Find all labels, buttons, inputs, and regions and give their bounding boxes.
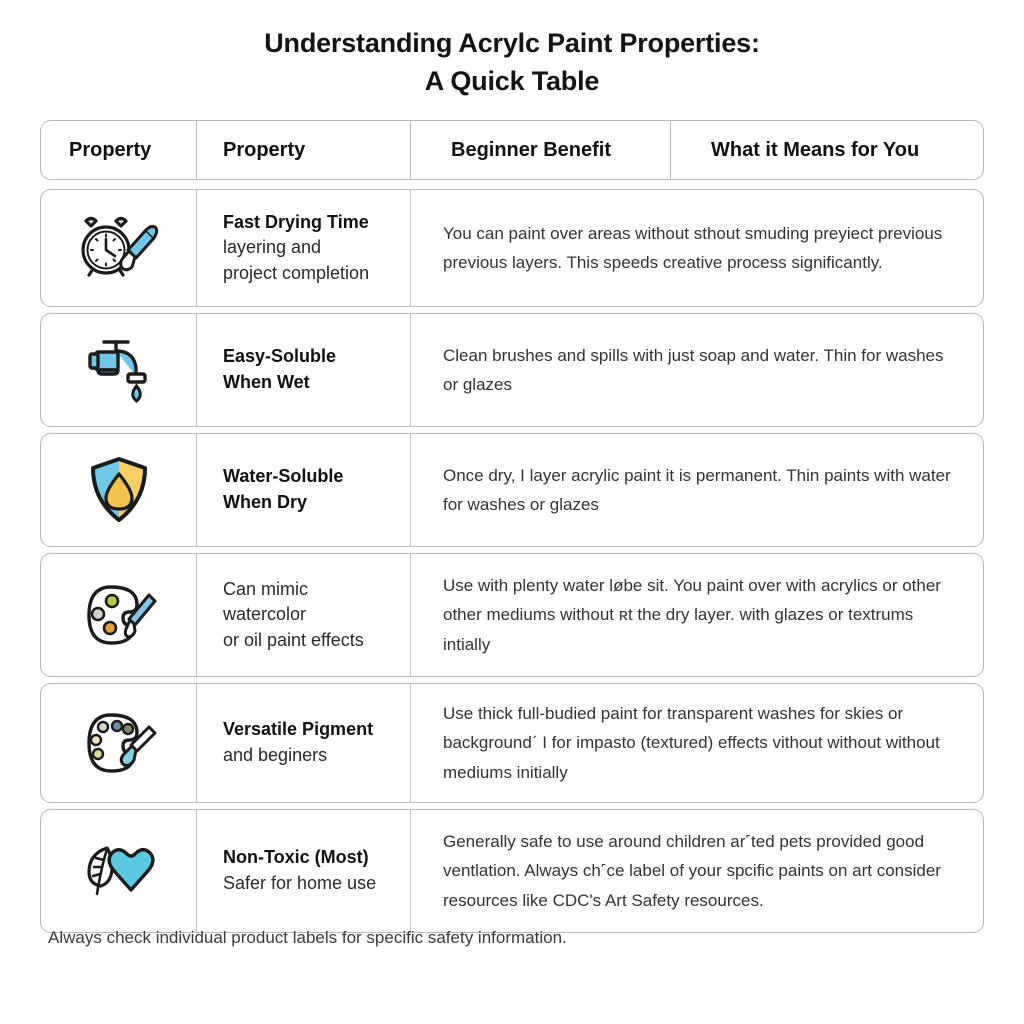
header-cell-beginner-benefit — [411, 121, 671, 179]
row-icon-cell — [41, 684, 197, 802]
row-description-cell — [411, 554, 983, 676]
row-description-cell — [411, 190, 983, 306]
table-row — [40, 189, 984, 307]
row-property-title: Easy-Soluble When Wet — [223, 346, 337, 392]
row-property-cell — [197, 434, 411, 546]
title-line-2: A Quick Table — [424, 66, 600, 97]
properties-table — [40, 120, 984, 939]
leaf-heart-icon — [76, 832, 162, 910]
row-property-title: Water-Soluble When Dry — [223, 466, 344, 512]
table-row — [40, 809, 984, 933]
row-description: Generally safe to use around children ar˹ted pets provided good ventlation. Always ch˹ce label of your spcific paints on art consider resources like CDC's Art Safety resources. — [443, 832, 941, 910]
header-cell-property — [197, 121, 411, 179]
title-line-1: Understanding Acrylc Paint Properties: — [264, 28, 760, 58]
footer-note: Always check individual product labels for specific safety information. — [48, 928, 567, 947]
row-icon-cell — [41, 434, 197, 546]
header-label-property: Property — [223, 138, 306, 161]
row-description: Use with plenty water løbe sit. You paint over with acrylics or other other mediums without ʀt the dry layer. with glazes or textrums intially — [443, 576, 941, 654]
row-description: Clean brushes and spills with just soap and water. Thin for washes or glazes — [443, 345, 944, 394]
row-icon-cell — [41, 190, 197, 306]
row-property-title: Non-Toxic (Most) — [223, 847, 369, 868]
row-icon-cell — [41, 554, 197, 676]
row-description-cell — [411, 434, 983, 546]
row-description-cell — [411, 684, 983, 802]
row-description: Use thick full-budied paint for transparent washes for skies or backgroundˊ I for impasto (textured) effects vithout without without mediums initially — [443, 704, 940, 782]
row-icon-cell — [41, 314, 197, 426]
row-property-cell — [197, 810, 411, 932]
header-label-what-it-means: What it Means for You — [711, 138, 920, 161]
row-property-cell — [197, 190, 411, 306]
row-property-sub: layering and project completion — [223, 237, 370, 283]
page-title — [0, 0, 1024, 101]
row-property-cell — [197, 554, 411, 676]
row-property-title: Versatile Pigment — [223, 719, 374, 740]
row-description-cell — [411, 810, 983, 932]
shield-water-drop-icon — [76, 451, 162, 529]
row-description-cell — [411, 314, 983, 426]
row-description: Once dry, I layer acrylic paint it is permanent. Thin paints with water for washes or glazes — [443, 465, 951, 514]
faucet-water-drop-icon — [76, 331, 162, 409]
row-property-sub: and beginers — [223, 745, 328, 765]
row-icon-cell — [41, 810, 197, 932]
row-property-sub: Safer for home use — [223, 873, 377, 893]
row-description: You can paint over areas without sthout smuding preyiect previous previous layers. This speeds creative process significantly. — [443, 223, 943, 272]
header-label-beginner-benefit: Beginner Benefit — [451, 138, 612, 161]
header-cell-property-icon — [41, 121, 197, 179]
table-header-row — [40, 120, 984, 180]
header-label-property-icon: Property — [69, 138, 152, 161]
row-property-sub: Can mimic watercolor or oil paint effects — [223, 578, 364, 650]
table-row — [40, 553, 984, 677]
row-property-cell — [197, 314, 411, 426]
alarm-clock-paintbrush-icon — [76, 209, 162, 287]
table-row — [40, 683, 984, 803]
paint-palette-brush-icon — [76, 576, 162, 654]
table-row — [40, 313, 984, 427]
table-row — [40, 433, 984, 547]
row-property-cell — [197, 684, 411, 802]
paint-palette-multi-dots-icon — [76, 704, 162, 782]
row-property-title: Fast Drying Time — [223, 211, 369, 232]
header-cell-what-it-means — [671, 121, 983, 179]
